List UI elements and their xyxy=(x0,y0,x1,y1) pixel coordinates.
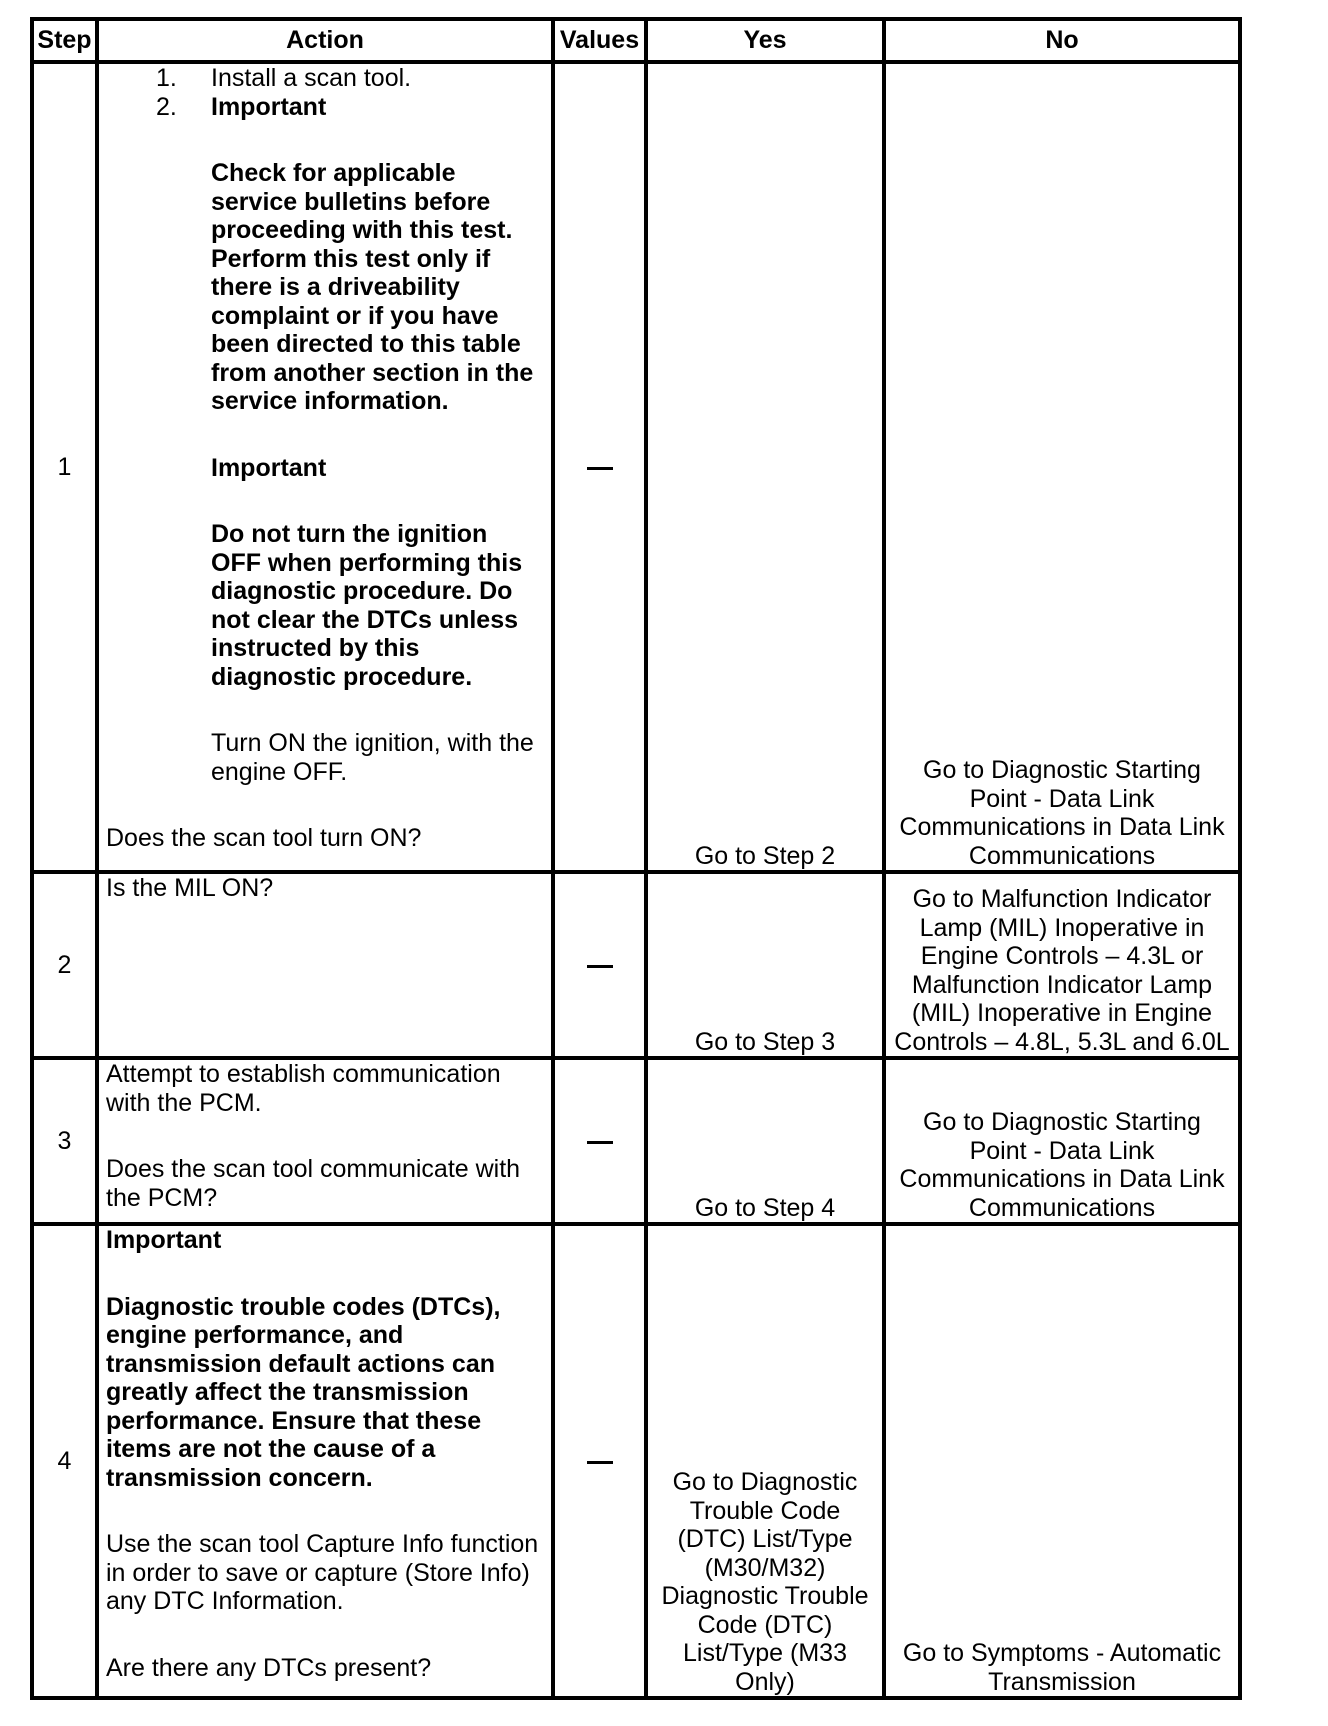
action-cell xyxy=(97,1224,553,1698)
list-number: 1. xyxy=(156,64,177,92)
instruction-text: Use the scan tool Capture Info function in order to save or capture (Store Info) any DTC Information. xyxy=(106,1530,539,1615)
step-number: 2 xyxy=(32,872,97,1058)
value-cell xyxy=(553,1224,646,1698)
important-label: Important xyxy=(211,453,327,482)
yes-cell: Go to Step 4 xyxy=(646,1058,884,1224)
list-text: Install a scan tool. xyxy=(211,64,412,92)
header-yes: Yes xyxy=(646,19,884,62)
dash-mark xyxy=(587,1141,613,1144)
header-no: No xyxy=(884,19,1240,62)
important-label: Important xyxy=(106,1226,222,1254)
yes-cell: Go to Diagnostic Trouble Code (DTC) List/Type (M30/M32) Diagnostic Trouble Code (DTC) List/Type (M33 Only) xyxy=(646,1224,884,1698)
dash-mark xyxy=(587,467,613,470)
no-cell: Go to Diagnostic Starting Point - Data Link Communications in Data Link Communications xyxy=(884,1058,1240,1224)
question-text: Does the scan tool turn ON? xyxy=(106,824,422,852)
yes-cell: Go to Step 2 xyxy=(646,62,884,872)
list-number: 2. xyxy=(156,92,177,121)
no-cell: Go to Malfunction Indicator Lamp (MIL) Inoperative in Engine Controls – 4.3L or Malfunction Indicator Lamp (MIL) Inoperative in Engine Controls – 4.8L, 5.3L and 6.0L xyxy=(884,872,1240,1058)
dash-mark xyxy=(587,1461,613,1464)
action-cell xyxy=(97,872,553,1058)
important-note: Diagnostic trouble codes (DTCs), engine performance, and transmission default actions can greatly affect the transmission performance. Ensure that these items are not the cause of a transmission concern. xyxy=(106,1292,501,1492)
header-action: Action xyxy=(97,19,553,62)
important-note: Do not turn the ignition OFF when performing this diagnostic procedure. Do not clear the DTCs unless instructed by this diagnostic procedure. xyxy=(211,520,523,691)
no-cell: Go to Symptoms - Automatic Transmission xyxy=(884,1224,1240,1698)
table-row xyxy=(32,1224,1240,1698)
table-row xyxy=(32,872,1240,1058)
table-row xyxy=(32,62,1240,872)
value-cell xyxy=(553,62,646,872)
question-text: Does the scan tool communicate with the PCM? xyxy=(106,1155,521,1212)
question-text: Is the MIL ON? xyxy=(106,874,274,902)
question-text: Are there any DTCs present? xyxy=(106,1653,432,1682)
list-item xyxy=(156,64,544,93)
header-step: Step xyxy=(32,19,97,62)
value-cell xyxy=(553,872,646,1058)
list-item xyxy=(156,93,544,122)
list-text: Important xyxy=(211,92,327,121)
yes-cell: Go to Step 3 xyxy=(646,872,884,1058)
step-number: 4 xyxy=(32,1224,97,1698)
header-row xyxy=(32,19,1240,62)
step-number: 1 xyxy=(32,62,97,872)
step-number: 3 xyxy=(32,1058,97,1224)
table-row xyxy=(32,1058,1240,1224)
instruction-text: Attempt to establish communication with the PCM. xyxy=(106,1060,501,1117)
diagnostic-table xyxy=(30,17,1242,1700)
action-cell xyxy=(97,62,553,872)
no-cell: Go to Diagnostic Starting Point - Data Link Communications in Data Link Communications xyxy=(884,62,1240,872)
important-note: Check for applicable service bulletins before proceeding with this test. Perform this test only if there is a driveability complaint or if you have been directed to this table from another section in the service information. xyxy=(211,159,534,415)
instruction-text: Turn ON the ignition, with the engine OFF. xyxy=(211,729,534,786)
header-values: Values xyxy=(553,19,646,62)
dash-mark xyxy=(587,965,613,968)
value-cell xyxy=(553,1058,646,1224)
action-cell xyxy=(97,1058,553,1224)
